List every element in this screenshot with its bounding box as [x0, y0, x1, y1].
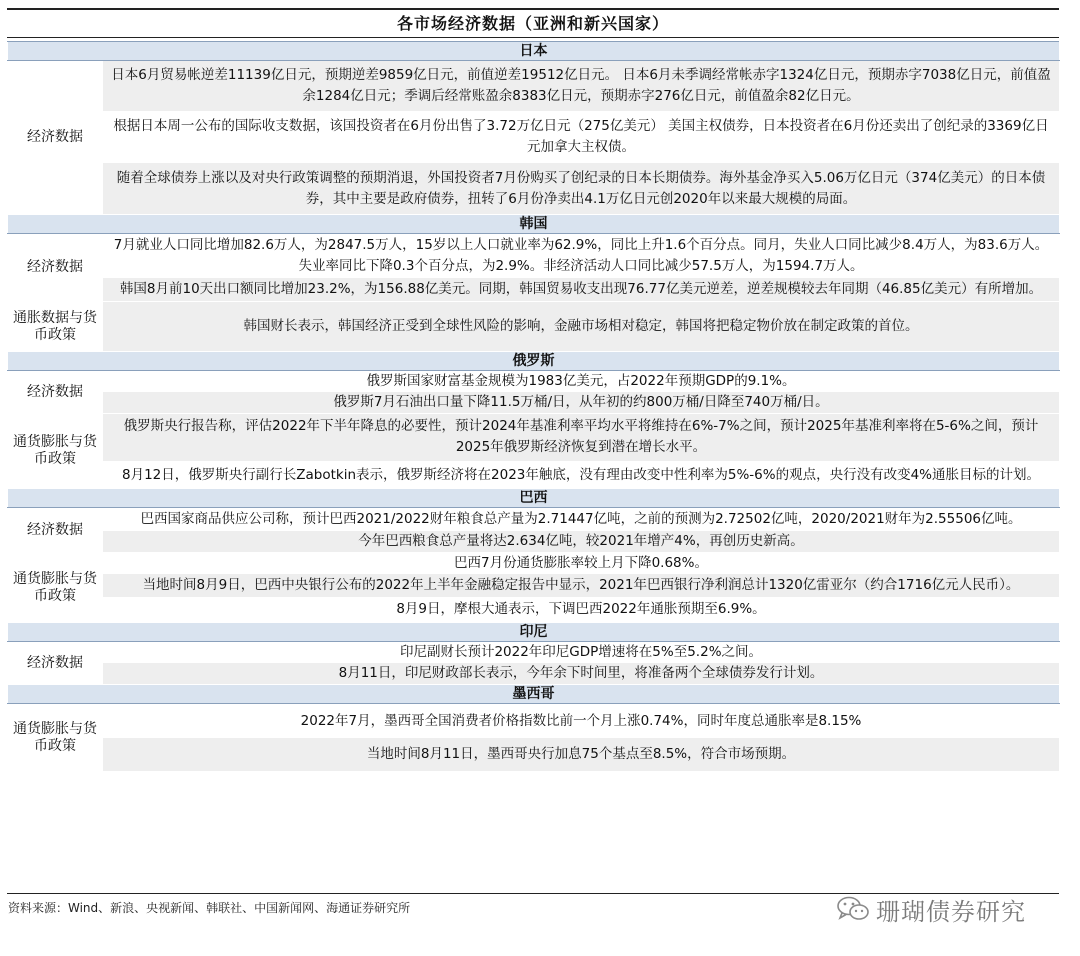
list-item: 巴西7月份通货膨胀率较上月下降0.68%。 — [103, 553, 1059, 574]
list-item: 根据日本周一公布的国际收支数据，该国投资者在6月份出售了3.72万亿日元（275亿美元） 美国主权债券，日本投资者在6月份还卖出了创纪录的3369亿日元加拿大主权债。 — [103, 111, 1059, 163]
list-item: 2022年7月，墨西哥全国消费者价格指数比前一个月上涨0.74%，同时年度总通胀率是8.15% — [103, 704, 1059, 738]
row-content — [103, 371, 1060, 414]
row-label: 经济数据 — [8, 61, 103, 215]
economic-data-table — [7, 41, 1060, 772]
indonesia-econ-row — [8, 642, 1060, 685]
section-title: 墨西哥 — [8, 685, 1060, 704]
list-item: 韩国财长表示，韩国经济正受到全球性风险的影响，金融市场相对稳定，韩国将把稳定物价放在制定政策的首位。 — [103, 302, 1059, 351]
section-title: 俄罗斯 — [8, 352, 1060, 371]
section-title: 巴西 — [8, 489, 1060, 508]
list-item: 8月12日，俄罗斯央行副行长Zabotkin表示，俄罗斯经济将在2023年触底，没有理由改变中性利率为5%-6%的观点，央行没有改变4%通胀目标的计划。 — [103, 461, 1059, 488]
row-content — [103, 234, 1060, 302]
russia-econ-row — [8, 371, 1060, 414]
list-item: 俄罗斯央行报告称，评估2022年下半年降息的必要性，预计2024年基准利率平均水平将维持在6%-7%之间，预计2025年基准利率将在5-6%之间，预计2025年俄罗斯经济恢复到潜在增长水平。 — [103, 414, 1059, 461]
list-item: 当地时间8月11日，墨西哥央行加息75个基点至8.5%，符合市场预期。 — [103, 738, 1059, 771]
list-item: 印尼副财长预计2022年印尼GDP增速将在5%至5.2%之间。 — [103, 642, 1059, 663]
row-content — [103, 642, 1060, 685]
list-item: 日本6月贸易帐逆差11139亿日元，预期逆差9859亿日元，前值逆差19512亿日元。 日本6月未季调经常帐赤字1324亿日元，预期赤字7038亿日元，前值盈余1284亿日元；季调后经常账盈余8383亿日元，预期赤字276亿日元，前值盈余82亿日元。 — [103, 61, 1059, 111]
list-item: 8月9日，摩根大通表示，下调巴西2022年通胀预期至6.9%。 — [103, 597, 1059, 622]
list-item: 韩国8月前10天出口额同比增加23.2%，为156.88亿美元。同期，韩国贸易收支出现76.77亿美元逆差，逆差规模较去年同期（46.85亿美元）有所增加。 — [103, 278, 1059, 301]
brazil-econ-row — [8, 508, 1060, 553]
row-label: 经济数据 — [8, 234, 103, 302]
section-title: 韩国 — [8, 215, 1060, 234]
row-label: 通货膨胀与货币政策 — [8, 414, 103, 489]
row-content — [103, 61, 1060, 215]
section-header-korea — [8, 215, 1060, 234]
source-note: 资料来源：Wind、新浪、央视新闻、韩联社、中国新闻网、海通证券研究所 — [8, 901, 411, 915]
section-header-indonesia — [8, 623, 1060, 642]
section-header-brazil — [8, 489, 1060, 508]
row-content — [103, 508, 1060, 553]
row-label: 经济数据 — [8, 371, 103, 414]
table-title: 各市场经济数据（亚洲和新兴国家） — [7, 8, 1059, 38]
list-item: 7月就业人口同比增加82.6万人，为2847.5万人，15岁以上人口就业率为62.9%，同比上升1.6个百分点。同月，失业人口同比减少8.4万人，为83.6万人。失业率同比下降0.3个百分点，为2.9%。非经济活动人口同比减少57.5万人，为1594.7万人。 — [103, 234, 1059, 278]
row-label: 经济数据 — [8, 508, 103, 553]
row-content — [103, 553, 1060, 623]
section-title: 日本 — [8, 42, 1060, 61]
row-label: 通胀数据与货币政策 — [8, 302, 103, 352]
japan-econ-row — [8, 61, 1060, 215]
mexico-policy-row — [8, 704, 1060, 772]
section-header-japan — [8, 42, 1060, 61]
list-item: 俄罗斯7月石油出口量下降11.5万桶/日，从年初的约800万桶/日降至740万桶/日。 — [103, 392, 1059, 413]
row-label: 经济数据 — [8, 642, 103, 685]
list-item: 俄罗斯国家财富基金规模为1983亿美元，占2022年预期GDP的9.1%。 — [103, 371, 1059, 392]
row-content — [103, 704, 1060, 772]
watermark — [836, 894, 1026, 924]
row-label: 通货膨胀与货币政策 — [8, 704, 103, 772]
section-header-mexico — [8, 685, 1060, 704]
row-content — [103, 414, 1060, 489]
russia-policy-row — [8, 414, 1060, 489]
list-item: 当地时间8月9日，巴西中央银行公布的2022年上半年金融稳定报告中显示，2021年巴西银行净利润总计1320亿雷亚尔（约合1716亿元人民币）。 — [103, 574, 1059, 597]
row-content — [103, 302, 1060, 352]
watermark-text: 珊瑚债券研究 — [876, 897, 1026, 926]
brazil-policy-row — [8, 553, 1060, 623]
wechat-icon — [836, 895, 870, 923]
row-label: 通货膨胀与货币政策 — [8, 553, 103, 623]
list-item: 巴西国家商品供应公司称，预计巴西2021/2022财年粮食总产量为2.71447亿吨，之前的预测为2.72502亿吨，2020/2021财年为2.55506亿吨。 — [103, 508, 1059, 531]
list-item: 8月11日，印尼财政部长表示，今年余下时间里，将准备两个全球债券发行计划。 — [103, 663, 1059, 684]
section-title: 印尼 — [8, 623, 1060, 642]
korea-econ-row — [8, 234, 1060, 302]
list-item: 今年巴西粮食总产量将达2.634亿吨，较2021年增产4%，再创历史新高。 — [103, 531, 1059, 552]
section-header-russia — [8, 352, 1060, 371]
list-item: 随着全球债券上涨以及对央行政策调整的预期消退，外国投资者7月份购买了创纪录的日本长期债券。海外基金净买入5.06万亿日元（374亿美元）的日本债券，其中主要是政府债券，扭转了6月份净卖出4.1万亿日元创2020年以来最大规模的局面。 — [103, 163, 1059, 214]
korea-policy-row — [8, 302, 1060, 352]
